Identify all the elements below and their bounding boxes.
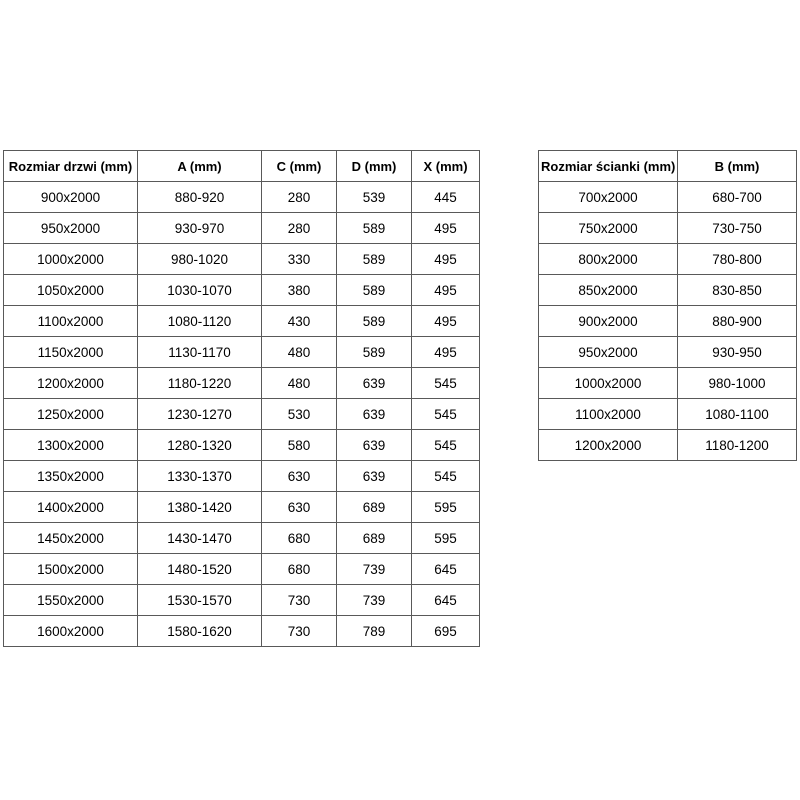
door-sizes-table (3, 150, 480, 647)
table-row (4, 430, 480, 461)
table-cell: 930-950 (678, 337, 797, 368)
table-cell: 1480-1520 (138, 554, 262, 585)
table-cell: 950x2000 (539, 337, 678, 368)
table-cell: 950x2000 (4, 213, 138, 244)
header-row (4, 151, 480, 182)
column-header: X (mm) (412, 151, 480, 182)
table-row (539, 275, 797, 306)
table-cell: 689 (337, 523, 412, 554)
table-cell: 700x2000 (539, 182, 678, 213)
table-cell: 1300x2000 (4, 430, 138, 461)
table-cell: 1200x2000 (539, 430, 678, 461)
table-cell: 1550x2000 (4, 585, 138, 616)
table-cell: 545 (412, 368, 480, 399)
table-cell: 730 (262, 616, 337, 647)
table-cell: 445 (412, 182, 480, 213)
table-cell: 589 (337, 275, 412, 306)
table-cell: 789 (337, 616, 412, 647)
table-row (539, 182, 797, 213)
table-cell: 589 (337, 244, 412, 275)
table-cell: 1150x2000 (4, 337, 138, 368)
table-cell: 880-900 (678, 306, 797, 337)
column-header: Rozmiar drzwi (mm) (4, 151, 138, 182)
table-cell: 639 (337, 368, 412, 399)
table-row (539, 337, 797, 368)
table-cell: 1000x2000 (539, 368, 678, 399)
table-row (4, 523, 480, 554)
table-cell: 480 (262, 368, 337, 399)
column-header: Rozmiar ścianki (mm) (539, 151, 678, 182)
table-cell: 380 (262, 275, 337, 306)
table-cell: 1180-1220 (138, 368, 262, 399)
table-cell: 1530-1570 (138, 585, 262, 616)
table-cell: 589 (337, 337, 412, 368)
table-row (4, 275, 480, 306)
table-cell: 739 (337, 585, 412, 616)
table-cell: 645 (412, 554, 480, 585)
table-cell: 1080-1100 (678, 399, 797, 430)
table-cell: 480 (262, 337, 337, 368)
table-cell: 1400x2000 (4, 492, 138, 523)
table-cell: 539 (337, 182, 412, 213)
table-cell: 1500x2000 (4, 554, 138, 585)
table-row (4, 585, 480, 616)
table-row (4, 616, 480, 647)
table-row (539, 430, 797, 461)
table-cell: 800x2000 (539, 244, 678, 275)
table-row (4, 461, 480, 492)
table-cell: 589 (337, 213, 412, 244)
table-cell: 880-920 (138, 182, 262, 213)
table-cell: 1050x2000 (4, 275, 138, 306)
table-row (539, 213, 797, 244)
table-cell: 545 (412, 399, 480, 430)
table-row (539, 244, 797, 275)
header-row (539, 151, 797, 182)
table-cell: 330 (262, 244, 337, 275)
table-cell: 900x2000 (4, 182, 138, 213)
table-cell: 495 (412, 244, 480, 275)
table-cell: 545 (412, 430, 480, 461)
table-cell: 739 (337, 554, 412, 585)
table-cell: 730 (262, 585, 337, 616)
table-cell: 495 (412, 337, 480, 368)
table-cell: 589 (337, 306, 412, 337)
table-cell: 495 (412, 306, 480, 337)
table-cell: 280 (262, 213, 337, 244)
table-cell: 495 (412, 275, 480, 306)
table-cell: 639 (337, 461, 412, 492)
table-cell: 1000x2000 (4, 244, 138, 275)
table-cell: 1030-1070 (138, 275, 262, 306)
table-cell: 850x2000 (539, 275, 678, 306)
table-row (4, 399, 480, 430)
table-cell: 580 (262, 430, 337, 461)
table-cell: 280 (262, 182, 337, 213)
column-header: D (mm) (337, 151, 412, 182)
table-row (539, 368, 797, 399)
table-cell: 495 (412, 213, 480, 244)
table-cell: 645 (412, 585, 480, 616)
table-cell: 1430-1470 (138, 523, 262, 554)
table-cell: 1130-1170 (138, 337, 262, 368)
table-cell: 595 (412, 492, 480, 523)
table-row (539, 306, 797, 337)
table-cell: 780-800 (678, 244, 797, 275)
wall-sizes-table (538, 150, 797, 461)
table-cell: 680-700 (678, 182, 797, 213)
table-row (4, 368, 480, 399)
table-cell: 595 (412, 523, 480, 554)
table-cell: 1250x2000 (4, 399, 138, 430)
table-cell: 1330-1370 (138, 461, 262, 492)
table-row (4, 492, 480, 523)
table-cell: 1100x2000 (4, 306, 138, 337)
table-row (539, 399, 797, 430)
table-cell: 1100x2000 (539, 399, 678, 430)
table-cell: 1200x2000 (4, 368, 138, 399)
table-cell: 1380-1420 (138, 492, 262, 523)
table-cell: 689 (337, 492, 412, 523)
table-cell: 1600x2000 (4, 616, 138, 647)
table-cell: 630 (262, 492, 337, 523)
table-cell: 1280-1320 (138, 430, 262, 461)
table-cell: 639 (337, 399, 412, 430)
table-cell: 930-970 (138, 213, 262, 244)
table-cell: 680 (262, 523, 337, 554)
table-row (4, 337, 480, 368)
table-cell: 430 (262, 306, 337, 337)
column-header: A (mm) (138, 151, 262, 182)
column-header: B (mm) (678, 151, 797, 182)
table-cell: 695 (412, 616, 480, 647)
table-cell: 830-850 (678, 275, 797, 306)
column-header: C (mm) (262, 151, 337, 182)
table-cell: 750x2000 (539, 213, 678, 244)
table-cell: 1580-1620 (138, 616, 262, 647)
table-cell: 980-1020 (138, 244, 262, 275)
table-row (4, 306, 480, 337)
table-cell: 1080-1120 (138, 306, 262, 337)
table-row (4, 213, 480, 244)
table-cell: 1350x2000 (4, 461, 138, 492)
table-cell: 530 (262, 399, 337, 430)
table-row (4, 554, 480, 585)
table-cell: 630 (262, 461, 337, 492)
table-row (4, 244, 480, 275)
table-cell: 1180-1200 (678, 430, 797, 461)
table-cell: 639 (337, 430, 412, 461)
table-cell: 680 (262, 554, 337, 585)
table-cell: 545 (412, 461, 480, 492)
table-cell: 1450x2000 (4, 523, 138, 554)
table-row (4, 182, 480, 213)
table-cell: 980-1000 (678, 368, 797, 399)
table-cell: 730-750 (678, 213, 797, 244)
table-cell: 900x2000 (539, 306, 678, 337)
table-cell: 1230-1270 (138, 399, 262, 430)
